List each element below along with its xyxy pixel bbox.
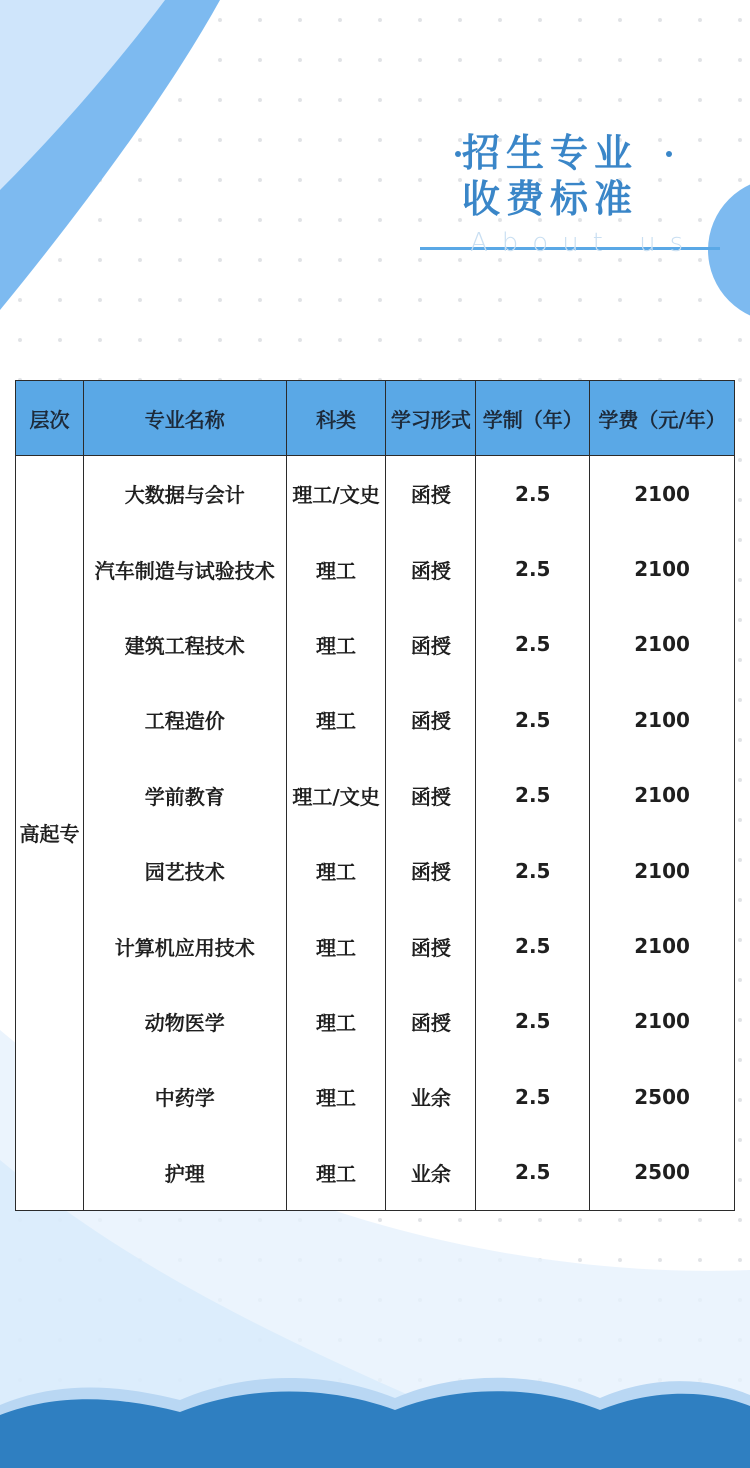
header-years: 学制（年） — [476, 381, 590, 456]
fee-cell: 2100 — [590, 531, 735, 606]
fee-cell: 2100 — [590, 758, 735, 833]
major-cell: 中药学 — [83, 1059, 286, 1134]
table-row — [16, 758, 735, 833]
category-cell: 理工 — [286, 908, 386, 983]
years-cell: 2.5 — [476, 682, 590, 757]
table-row — [16, 682, 735, 757]
header-category: 科类 — [286, 381, 386, 456]
header-fee: 学费（元/年） — [590, 381, 735, 456]
years-cell: 2.5 — [476, 531, 590, 606]
major-cell: 工程造价 — [83, 682, 286, 757]
years-cell: 2.5 — [476, 1135, 590, 1211]
fee-cell: 2500 — [590, 1059, 735, 1134]
table-row — [16, 833, 735, 908]
category-cell: 理工 — [286, 607, 386, 682]
table-row — [16, 531, 735, 606]
major-cell: 护理 — [83, 1135, 286, 1211]
fee-cell: 2100 — [590, 607, 735, 682]
header-level: 层次 — [16, 381, 84, 456]
fee-table — [15, 380, 735, 1211]
category-cell: 理工 — [286, 682, 386, 757]
table-row — [16, 456, 735, 532]
mode-cell: 函授 — [386, 984, 476, 1059]
category-cell: 理工 — [286, 531, 386, 606]
years-cell: 2.5 — [476, 607, 590, 682]
mode-cell: 函授 — [386, 456, 476, 532]
header-mode: 学习形式 — [386, 381, 476, 456]
title-dot-right — [666, 151, 672, 157]
header-major: 专业名称 — [83, 381, 286, 456]
mode-cell: 业余 — [386, 1059, 476, 1134]
mode-cell: 函授 — [386, 908, 476, 983]
category-cell: 理工/文史 — [286, 456, 386, 532]
mode-cell: 函授 — [386, 531, 476, 606]
fee-cell: 2100 — [590, 833, 735, 908]
page-subtitle: About us — [470, 228, 698, 258]
fee-cell: 2100 — [590, 984, 735, 1059]
major-cell: 学前教育 — [83, 758, 286, 833]
years-cell: 2.5 — [476, 758, 590, 833]
major-cell: 汽车制造与试验技术 — [83, 531, 286, 606]
fee-cell: 2500 — [590, 1135, 735, 1211]
fee-cell: 2100 — [590, 456, 735, 532]
years-cell: 2.5 — [476, 1059, 590, 1134]
table-row — [16, 984, 735, 1059]
years-cell: 2.5 — [476, 908, 590, 983]
years-cell: 2.5 — [476, 456, 590, 532]
major-cell: 计算机应用技术 — [83, 908, 286, 983]
mode-cell: 业余 — [386, 1135, 476, 1211]
fee-cell: 2100 — [590, 908, 735, 983]
mode-cell: 函授 — [386, 682, 476, 757]
category-cell: 理工 — [286, 984, 386, 1059]
page-title-line2: 收费标准 — [461, 177, 638, 221]
mode-cell: 函授 — [386, 833, 476, 908]
years-cell: 2.5 — [476, 833, 590, 908]
major-cell: 动物医学 — [83, 984, 286, 1059]
mode-cell: 函授 — [386, 607, 476, 682]
category-cell: 理工 — [286, 833, 386, 908]
level-cell: 高起专 — [16, 456, 84, 1211]
category-cell: 理工/文史 — [286, 758, 386, 833]
table-row — [16, 908, 735, 983]
table-row — [16, 607, 735, 682]
table-header-row — [16, 381, 735, 456]
table-row — [16, 1135, 735, 1211]
fee-cell: 2100 — [590, 682, 735, 757]
years-cell: 2.5 — [476, 984, 590, 1059]
major-cell: 大数据与会计 — [83, 456, 286, 532]
category-cell: 理工 — [286, 1135, 386, 1211]
category-cell: 理工 — [286, 1059, 386, 1134]
mode-cell: 函授 — [386, 758, 476, 833]
table-row — [16, 1059, 735, 1134]
major-cell: 建筑工程技术 — [83, 607, 286, 682]
page-title-line1: 招生专业 — [461, 131, 638, 175]
major-cell: 园艺技术 — [83, 833, 286, 908]
